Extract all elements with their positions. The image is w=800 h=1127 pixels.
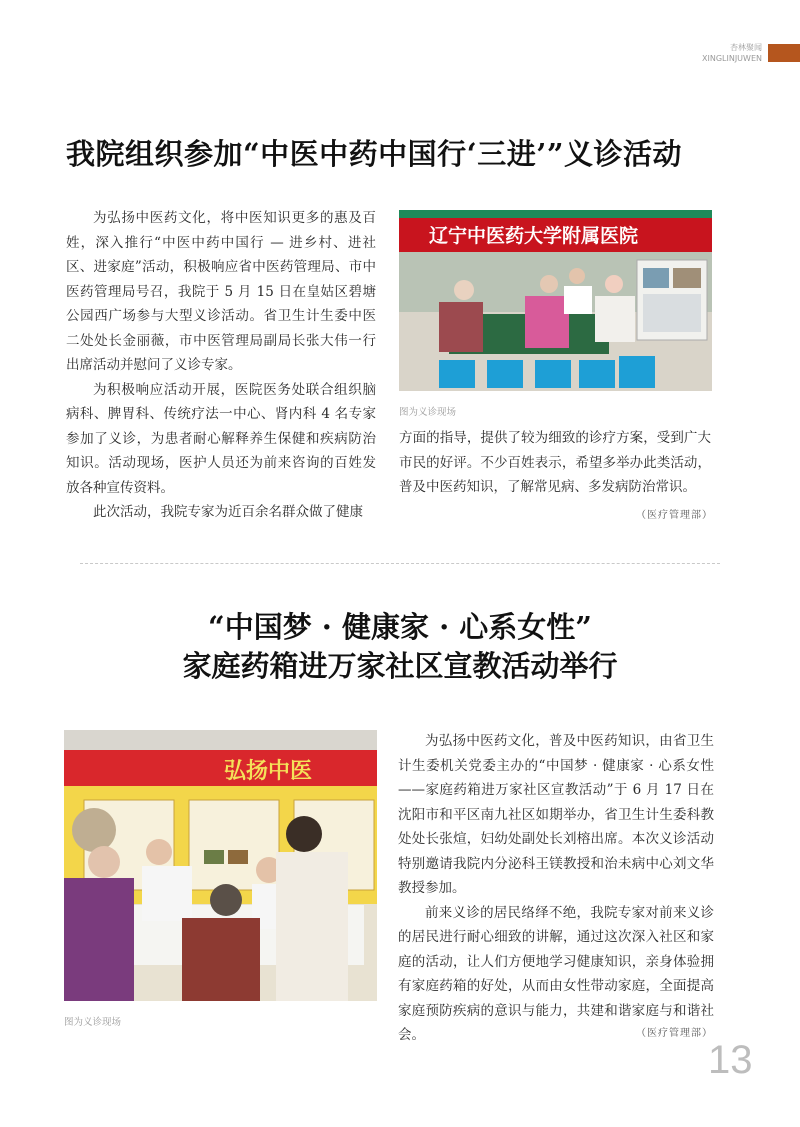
article2-body (398, 729, 714, 1048)
header-brand (700, 42, 762, 64)
article2-title-line2: 家庭药箱进万家社区宣教活动举行 (182, 649, 618, 683)
header-accent-bar (768, 44, 800, 62)
article2-photo (64, 730, 377, 1001)
article1-photo (399, 210, 712, 391)
article1-caption: 图为义诊现场 (399, 407, 457, 418)
article2-paragraph-1: 为弘扬中医药文化，普及中医药知识，由省卫生计生委机关党委主办的“中国梦 · 健康家 · 心系女性——家庭药箱进万家社区宣教活动”于 6 月 17 日在沈阳市和平区南九社区如期举办，省卫生计生委科教处处长张煊，妇幼处副处长刘榕出席。本次义诊活动特别邀请我院内分泌科王镁教授和治未病中心刘文华教授参加。 (398, 733, 714, 896)
article2-paragraph-2: 前来义诊的居民络绎不绝，我院专家对前来义诊的居民进行耐心细致的讲解，通过这次深入社区和家庭的活动，让人们方便地学习健康知识，亲身体验拥有家庭药箱的好处，从而由女性带动家庭，全面提高家庭预防疾病的意识与能力，共建和谐家庭与和谐社会。 (398, 904, 714, 1043)
article1-body (66, 206, 376, 525)
article1-title: 我院组织参加“中医中药中国行‘三进’”义诊活动 (66, 137, 683, 171)
page-number: 13 (708, 1038, 753, 1082)
article2-signature: （医疗管理部） (636, 1028, 713, 1039)
header-brand-cn: 杏林聚闻 (730, 43, 762, 52)
article1-paragraph-3: 此次活动，我院专家为近百余名群众做了健康 (93, 504, 363, 520)
article1-paragraph-1: 为弘扬中医药文化，将中医知识更多的惠及百姓，深入推行“中医中药中国行 — 进乡村、进社区、进家庭”活动，积极响应省中医药管理局、市中医药管理局号召，我院于 5 月 15 日在皇姑区碧塘公园西广场参与大型义诊活动。省卫生计生委中医二处处长金丽薇，市中医管理局副局长张大伟一行出席活动并慰问了义诊专家。 (66, 210, 376, 373)
article1-continuation-block (399, 426, 711, 500)
article1-photo-banner: 辽宁中医药大学附属医院 (429, 225, 639, 247)
section-divider (80, 563, 720, 564)
article1-signature: （医疗管理部） (636, 510, 713, 521)
article2-photo-banner: 弘扬中医 (224, 759, 313, 784)
article2-caption: 图为义诊现场 (64, 1017, 122, 1028)
header-brand-en: XINGLINJUWEN (702, 54, 762, 63)
article2-title-line1: “中国梦 · 健康家 · 心系女性” (208, 610, 592, 644)
article1-continuation: 方面的指导，提供了较为细致的诊疗方案，受到广大市民的好评。不少百姓表示，希望多举办此类活动，普及中医药知识，了解常见病、多发病防治常识。 (399, 430, 711, 495)
article1-paragraph-2: 为积极响应活动开展，医院医务处联合组织脑病科、脾胃科、传统疗法一中心、肾内科 4 名专家参加了义诊，为患者耐心解释养生保健和疾病防治知识。活动现场，医护人员还为前来咨询的百姓发放各种宣传资料。 (66, 381, 376, 496)
